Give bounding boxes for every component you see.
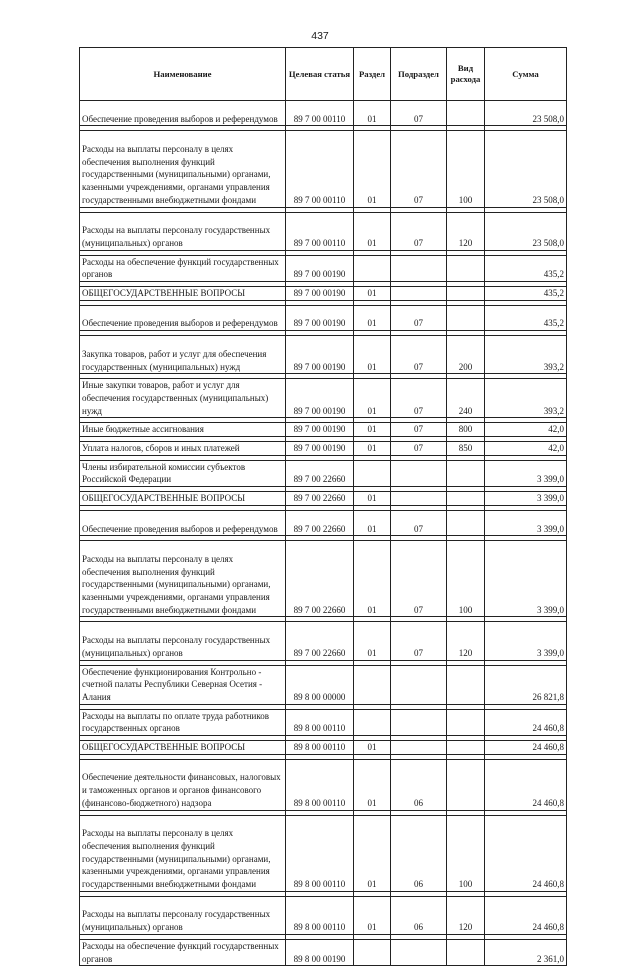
table-row bbox=[80, 896, 567, 934]
table-cell-subsection bbox=[391, 287, 447, 301]
table-cell-vid bbox=[447, 709, 485, 735]
table-cell-section: 01 bbox=[354, 622, 391, 660]
header-subsection: Подраздел bbox=[391, 48, 447, 101]
table-row bbox=[80, 336, 567, 374]
table-cell-sum: 2 361,0 bbox=[485, 939, 567, 965]
table-cell-sum: 26 821,8 bbox=[485, 665, 567, 704]
table-row bbox=[80, 460, 567, 486]
header-section: Раздел bbox=[354, 48, 391, 101]
table-body bbox=[80, 101, 567, 966]
table-cell-name: Иные закупки товаров, работ и услуг для обеспечения государственных (муниципальных) нужд bbox=[80, 379, 286, 418]
table-cell-name: ОБЩЕГОСУДАРСТВЕННЫЕ ВОПРОСЫ bbox=[80, 287, 286, 301]
table-cell-section: 01 bbox=[354, 492, 391, 506]
table-cell-subsection: 07 bbox=[391, 622, 447, 660]
table-cell-vid bbox=[447, 101, 485, 126]
table-cell-subsection: 07 bbox=[391, 212, 447, 250]
header-sum: Сумма bbox=[485, 48, 567, 101]
table-cell-section bbox=[354, 255, 391, 281]
table-row bbox=[80, 492, 567, 506]
table-cell-section: 01 bbox=[354, 741, 391, 755]
table-cell-vid bbox=[447, 741, 485, 755]
table-row bbox=[80, 759, 567, 810]
table-cell-section: 01 bbox=[354, 379, 391, 418]
table-cell-vid: 100 bbox=[447, 131, 485, 207]
table-cell-vid: 850 bbox=[447, 442, 485, 456]
table-cell-section: 01 bbox=[354, 541, 391, 617]
table-cell-name: Обеспечение проведения выборов и референдумов bbox=[80, 101, 286, 126]
table-cell-vid: 100 bbox=[447, 541, 485, 617]
table-cell-code: 89 7 00 22660 bbox=[286, 622, 354, 660]
table-cell-section: 01 bbox=[354, 101, 391, 126]
table-row bbox=[80, 622, 567, 660]
table-cell-code: 89 8 00 00110 bbox=[286, 741, 354, 755]
table-cell-name: Расходы на обеспечение функций государственных органов bbox=[80, 255, 286, 281]
table-row bbox=[80, 815, 567, 891]
table-cell-sum: 24 460,8 bbox=[485, 709, 567, 735]
table-cell-name: Расходы на выплаты персоналу государственных (муниципальных) органов bbox=[80, 212, 286, 250]
table-cell-vid: 800 bbox=[447, 423, 485, 437]
table-cell-sum: 435,2 bbox=[485, 287, 567, 301]
table-cell-subsection: 07 bbox=[391, 541, 447, 617]
page-number: 437 bbox=[311, 30, 329, 42]
table-cell-sum: 393,2 bbox=[485, 336, 567, 374]
table-cell-vid bbox=[447, 510, 485, 535]
table-cell-section: 01 bbox=[354, 896, 391, 934]
table-cell-code: 89 8 00 00110 bbox=[286, 709, 354, 735]
table-cell-code: 89 7 00 22660 bbox=[286, 460, 354, 486]
table-cell-section: 01 bbox=[354, 442, 391, 456]
table-cell-subsection bbox=[391, 492, 447, 506]
table-cell-vid: 120 bbox=[447, 622, 485, 660]
table-row bbox=[80, 423, 567, 437]
table-cell-section: 01 bbox=[354, 305, 391, 330]
table-cell-section: 01 bbox=[354, 759, 391, 810]
table-cell-subsection: 07 bbox=[391, 423, 447, 437]
table-row bbox=[80, 741, 567, 755]
table-cell-sum: 42,0 bbox=[485, 423, 567, 437]
table-cell-section bbox=[354, 460, 391, 486]
table-row bbox=[80, 101, 567, 126]
table-cell-vid bbox=[447, 759, 485, 810]
table-cell-code: 89 7 00 00190 bbox=[286, 305, 354, 330]
table-cell-sum: 42,0 bbox=[485, 442, 567, 456]
table-cell-subsection: 07 bbox=[391, 442, 447, 456]
table-cell-name: Расходы на выплаты по оплате труда работников государственных органов bbox=[80, 709, 286, 735]
table-header-row bbox=[80, 48, 567, 101]
table-cell-vid bbox=[447, 255, 485, 281]
table-cell-subsection: 07 bbox=[391, 510, 447, 535]
table-cell-sum: 3 399,0 bbox=[485, 510, 567, 535]
table-row bbox=[80, 131, 567, 207]
table-cell-code: 89 8 00 00000 bbox=[286, 665, 354, 704]
table-cell-subsection bbox=[391, 709, 447, 735]
table-cell-name: Члены избирательной комиссии субъектов Российской Федерации bbox=[80, 460, 286, 486]
table-cell-vid bbox=[447, 305, 485, 330]
table-cell-name: Закупка товаров, работ и услуг для обеспечения государственных (муниципальных) нужд bbox=[80, 336, 286, 374]
table-cell-sum: 23 508,0 bbox=[485, 131, 567, 207]
table-cell-section: 01 bbox=[354, 131, 391, 207]
table-row bbox=[80, 442, 567, 456]
table-cell-name: Расходы на выплаты персоналу государственных (муниципальных) органов bbox=[80, 896, 286, 934]
table-cell-subsection: 06 bbox=[391, 759, 447, 810]
table-cell-name: Расходы на обеспечение функций государственных органов bbox=[80, 939, 286, 965]
budget-table bbox=[79, 47, 567, 966]
table-cell-code: 89 7 00 00190 bbox=[286, 442, 354, 456]
table-row bbox=[80, 709, 567, 735]
table-cell-code: 89 7 00 00190 bbox=[286, 287, 354, 301]
table-cell-section bbox=[354, 665, 391, 704]
table-row bbox=[80, 255, 567, 281]
table-cell-sum: 23 508,0 bbox=[485, 101, 567, 126]
table-cell-code: 89 7 00 00190 bbox=[286, 423, 354, 437]
table-cell-section: 01 bbox=[354, 423, 391, 437]
table-row bbox=[80, 939, 567, 965]
table-cell-sum: 24 460,8 bbox=[485, 896, 567, 934]
table-cell-code: 89 7 00 00190 bbox=[286, 255, 354, 281]
header-code: Целевая статья bbox=[286, 48, 354, 101]
table-row bbox=[80, 379, 567, 418]
table-cell-sum: 23 508,0 bbox=[485, 212, 567, 250]
table-cell-name: Расходы на выплаты персоналу в целях обеспечения выполнения функций государственными (муниципальными) органами, казенными учреждениями, органами управления государственными внебюджетными фондами bbox=[80, 541, 286, 617]
table-cell-sum: 24 460,8 bbox=[485, 741, 567, 755]
table-cell-code: 89 7 00 00110 bbox=[286, 212, 354, 250]
table-cell-vid: 100 bbox=[447, 815, 485, 891]
table-cell-name: ОБЩЕГОСУДАРСТВЕННЫЕ ВОПРОСЫ bbox=[80, 492, 286, 506]
table-cell-code: 89 8 00 00110 bbox=[286, 815, 354, 891]
table-cell-section: 01 bbox=[354, 212, 391, 250]
table-cell-name: Расходы на выплаты персоналу в целях обеспечения выполнения функций государственными (муниципальными) органами, казенными учреждениями, органами управления государственными внебюджетными фондами bbox=[80, 131, 286, 207]
table-cell-name: Расходы на выплаты персоналу в целях обеспечения выполнения функций государственными (муниципальными) органами, казенными учреждениями, органами управления государственными внебюджетными фондами bbox=[80, 815, 286, 891]
table-cell-code: 89 7 00 00110 bbox=[286, 131, 354, 207]
table-cell-name: ОБЩЕГОСУДАРСТВЕННЫЕ ВОПРОСЫ bbox=[80, 741, 286, 755]
table-cell-sum: 3 399,0 bbox=[485, 622, 567, 660]
header-vid: Вид расхода bbox=[447, 48, 485, 101]
table-cell-subsection: 07 bbox=[391, 379, 447, 418]
table-cell-subsection: 06 bbox=[391, 815, 447, 891]
table-cell-vid: 120 bbox=[447, 212, 485, 250]
table-cell-code: 89 8 00 00110 bbox=[286, 896, 354, 934]
table-cell-subsection: 06 bbox=[391, 896, 447, 934]
table-cell-section: 01 bbox=[354, 510, 391, 535]
table-cell-code: 89 7 00 00190 bbox=[286, 336, 354, 374]
table-cell-subsection bbox=[391, 255, 447, 281]
table-cell-vid bbox=[447, 287, 485, 301]
header-name: Наименование bbox=[80, 48, 286, 101]
table-cell-code: 89 7 00 00110 bbox=[286, 101, 354, 126]
table-cell-name: Уплата налогов, сборов и иных платежей bbox=[80, 442, 286, 456]
table-cell-name: Обеспечение функционирования Контрольно - счетной палаты Республики Северная Осетия - Алания bbox=[80, 665, 286, 704]
table-cell-section: 01 bbox=[354, 287, 391, 301]
table-cell-name: Обеспечение проведения выборов и референдумов bbox=[80, 510, 286, 535]
table-cell-code: 89 7 00 22660 bbox=[286, 510, 354, 535]
table-row bbox=[80, 541, 567, 617]
table-cell-subsection bbox=[391, 460, 447, 486]
table-cell-name: Расходы на выплаты персоналу государственных (муниципальных) органов bbox=[80, 622, 286, 660]
table-cell-subsection: 07 bbox=[391, 131, 447, 207]
table-cell-code: 89 8 00 00190 bbox=[286, 939, 354, 965]
table-cell-sum: 3 399,0 bbox=[485, 492, 567, 506]
table-cell-section: 01 bbox=[354, 336, 391, 374]
table-cell-vid bbox=[447, 665, 485, 704]
table-row bbox=[80, 287, 567, 301]
table-row bbox=[80, 510, 567, 535]
table-cell-name: Иные бюджетные ассигнования bbox=[80, 423, 286, 437]
table-cell-code: 89 8 00 00110 bbox=[286, 759, 354, 810]
table-cell-sum: 3 399,0 bbox=[485, 460, 567, 486]
table-cell-subsection: 07 bbox=[391, 305, 447, 330]
table-row bbox=[80, 212, 567, 250]
table-cell-section bbox=[354, 939, 391, 965]
table-cell-subsection: 07 bbox=[391, 101, 447, 126]
table-cell-section bbox=[354, 709, 391, 735]
table-cell-sum: 435,2 bbox=[485, 255, 567, 281]
table-row bbox=[80, 305, 567, 330]
table-cell-vid bbox=[447, 460, 485, 486]
table-cell-subsection bbox=[391, 939, 447, 965]
table-cell-subsection bbox=[391, 665, 447, 704]
table-cell-vid bbox=[447, 939, 485, 965]
table-cell-sum: 393,2 bbox=[485, 379, 567, 418]
table-cell-section: 01 bbox=[354, 815, 391, 891]
table-cell-vid: 120 bbox=[447, 896, 485, 934]
table-cell-code: 89 7 00 00190 bbox=[286, 379, 354, 418]
table-cell-vid: 240 bbox=[447, 379, 485, 418]
table-cell-name: Обеспечение проведения выборов и референдумов bbox=[80, 305, 286, 330]
table-cell-sum: 435,2 bbox=[485, 305, 567, 330]
table-cell-code: 89 7 00 22660 bbox=[286, 541, 354, 617]
table-cell-vid: 200 bbox=[447, 336, 485, 374]
table-cell-sum: 24 460,8 bbox=[485, 759, 567, 810]
table-cell-code: 89 7 00 22660 bbox=[286, 492, 354, 506]
table-cell-vid bbox=[447, 492, 485, 506]
table-cell-sum: 3 399,0 bbox=[485, 541, 567, 617]
table-cell-subsection bbox=[391, 741, 447, 755]
table-row bbox=[80, 665, 567, 704]
table-cell-name: Обеспечение деятельности финансовых, налоговых и таможенных органов и органов финансового (финансово-бюджетного) надзора bbox=[80, 759, 286, 810]
table-cell-subsection: 07 bbox=[391, 336, 447, 374]
table-cell-sum: 24 460,8 bbox=[485, 815, 567, 891]
